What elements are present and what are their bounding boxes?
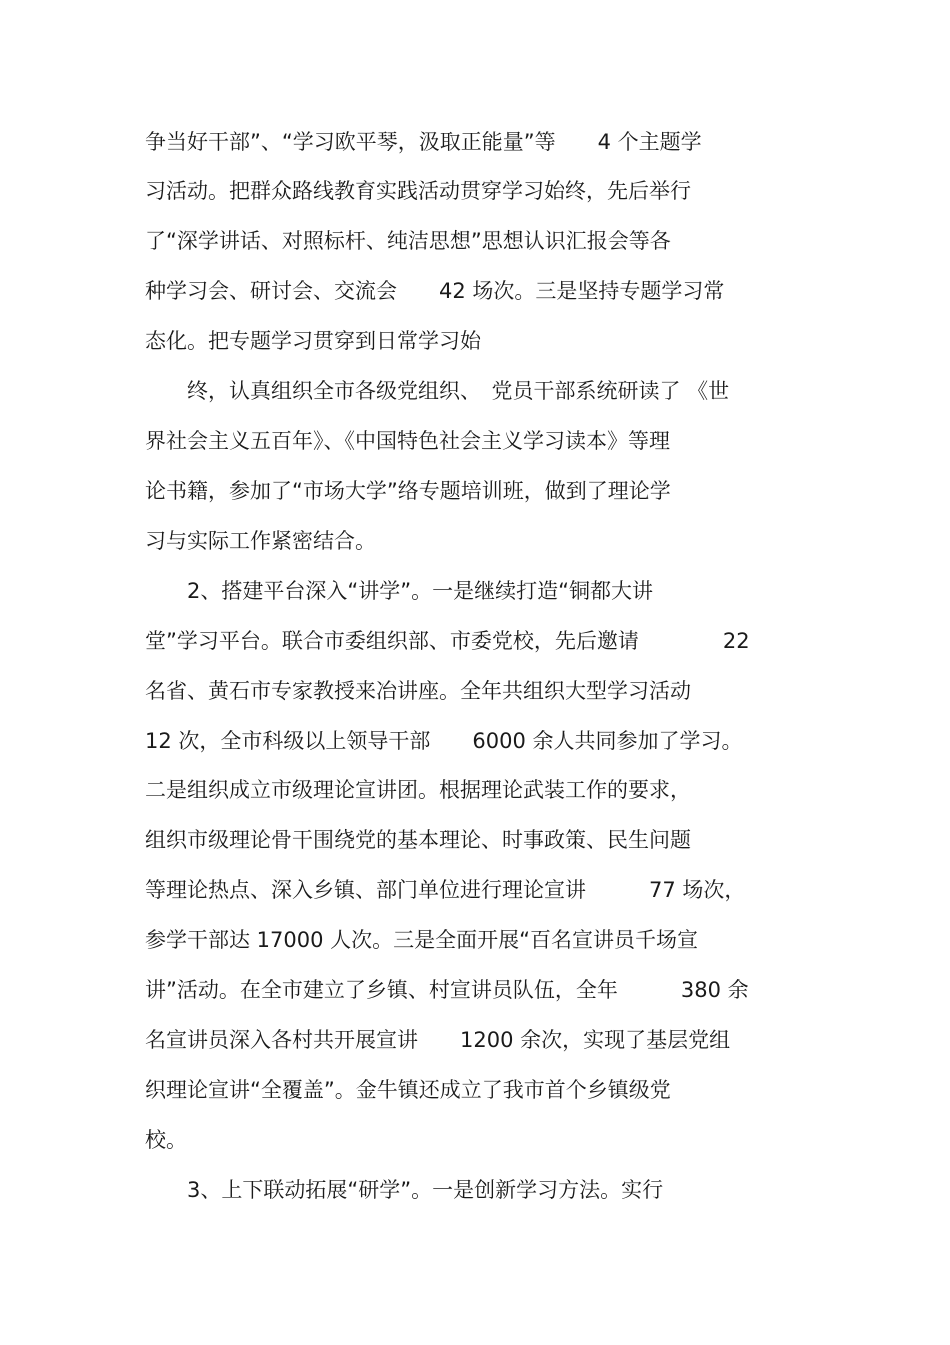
text-line-22: 3、上下联动拓展“研学”。一是创新学习方法。实行 — [145, 1178, 664, 1202]
text-line-12: 名省、黄石市专家教授来冶讲座。全年共组织大型学习活动 — [145, 679, 691, 703]
text-line-15: 组织市级理论骨干围绕党的基本理论、时事政策、民生问题 — [145, 828, 691, 852]
text-line-5: 态化。把专题学习贯穿到日常学习始 — [145, 329, 481, 353]
text-line-13: 12 次，全市科级以上领导干部 6000 余人共同参加了学习。 — [145, 729, 743, 753]
text-line-4: 种学习会、研讨会、交流会 42 场次。三是坚持专题学习常 — [145, 279, 725, 303]
text-line-1: 争当好干部”、“学习欧平琴，汲取正能量”等 4 个主题学 — [145, 130, 702, 154]
text-line-21: 校。 — [145, 1128, 187, 1152]
text-line-6: 终，认真组织全市各级党组织、 党员干部系统研读了 《世 — [145, 379, 730, 403]
text-line-10: 2、搭建平台深入“讲学”。一是继续打造“铜都大讲 — [145, 579, 653, 603]
text-line-14: 二是组织成立市级理论宣讲团。根据理论武装工作的要求， — [145, 778, 691, 802]
text-line-8: 论书籍，参加了“市场大学”络专题培训班，做到了理论学 — [145, 479, 671, 503]
text-line-7: 界社会主义五百年》、《中国特色社会主义学习读本》等理 — [145, 429, 670, 453]
text-line-18: 讲”活动。在全市建立了乡镇、村宣讲员队伍，全年 380 余 — [145, 978, 749, 1002]
text-line-9: 习与实际工作紧密结合。 — [145, 529, 376, 553]
text-line-19: 名宣讲员深入各村共开展宣讲 1200 余次，实现了基层党组 — [145, 1028, 731, 1052]
text-line-17: 参学干部达 17000 人次。三是全面开展“百名宣讲员千场宣 — [145, 928, 699, 952]
text-line-20: 织理论宣讲“全覆盖”。金牛镇还成立了我市首个乡镇级党 — [145, 1078, 671, 1102]
text-line-2: 习活动。把群众路线教育实践活动贯穿学习始终，先后举行 — [145, 179, 691, 203]
text-line-16: 等理论热点、深入乡镇、部门单位进行理论宣讲 77 场次， — [145, 878, 746, 902]
text-line-3: 了“深学讲话、对照标杆、纯洁思想”思想认识汇报会等各 — [145, 229, 671, 253]
text-line-11: 堂”学习平台。联合市委组织部、市委党校，先后邀请 22 — [145, 629, 750, 653]
